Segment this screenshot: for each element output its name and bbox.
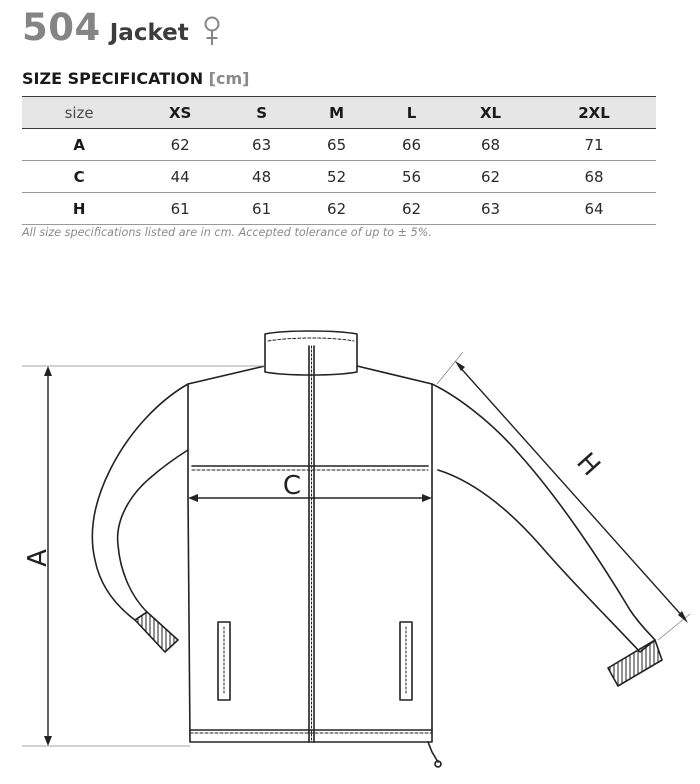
spec-title-unit: [cm]: [208, 69, 250, 88]
table-cell: 68: [532, 161, 656, 193]
size-col-header: 2XL: [532, 97, 656, 129]
row-label: C: [22, 161, 136, 193]
table-cell: 62: [136, 129, 224, 161]
model-number: 504: [22, 6, 101, 49]
dimension-label-a: A: [23, 549, 53, 567]
table-cell: 62: [299, 193, 374, 225]
size-col-header: XS: [136, 97, 224, 129]
female-symbol-icon: [203, 15, 221, 47]
table-cell: 66: [374, 129, 449, 161]
size-col-header: XL: [449, 97, 532, 129]
table-row: [22, 129, 656, 161]
table-cell: 64: [532, 193, 656, 225]
row-label: H: [22, 193, 136, 225]
size-col-header: M: [299, 97, 374, 129]
table-cell: 61: [224, 193, 299, 225]
table-cell: 63: [449, 193, 532, 225]
spec-title-text: SIZE SPECIFICATION: [22, 69, 204, 88]
product-name: Jacket: [109, 20, 189, 46]
table-cell: 62: [374, 193, 449, 225]
table-row: [22, 193, 656, 225]
size-col-header: L: [374, 97, 449, 129]
table-cell: 52: [299, 161, 374, 193]
table-cell: 65: [299, 129, 374, 161]
table-cell: 68: [449, 129, 532, 161]
dimension-label-c: C: [282, 471, 302, 501]
table-row: [22, 161, 656, 193]
size-specification-title: [22, 69, 249, 88]
row-label: A: [22, 129, 136, 161]
jacket-outline: [92, 331, 662, 767]
size-col-header: S: [224, 97, 299, 129]
table-cell: 71: [532, 129, 656, 161]
table-cell: 62: [449, 161, 532, 193]
table-cell: 63: [224, 129, 299, 161]
size-header-label: size: [22, 97, 136, 129]
tolerance-note: All size specifications listed are in cm. Accepted tolerance of up to ± 5%.: [22, 226, 432, 239]
dimension-label-h: H: [570, 447, 606, 482]
table-cell: 61: [136, 193, 224, 225]
table-cell: 56: [374, 161, 449, 193]
size-header-row: [22, 97, 656, 129]
table-cell: 44: [136, 161, 224, 193]
size-table: [22, 96, 656, 225]
product-heading: [22, 6, 189, 50]
jacket-diagram: [0, 300, 700, 784]
dimension-lines: [22, 352, 690, 746]
table-cell: 48: [224, 161, 299, 193]
